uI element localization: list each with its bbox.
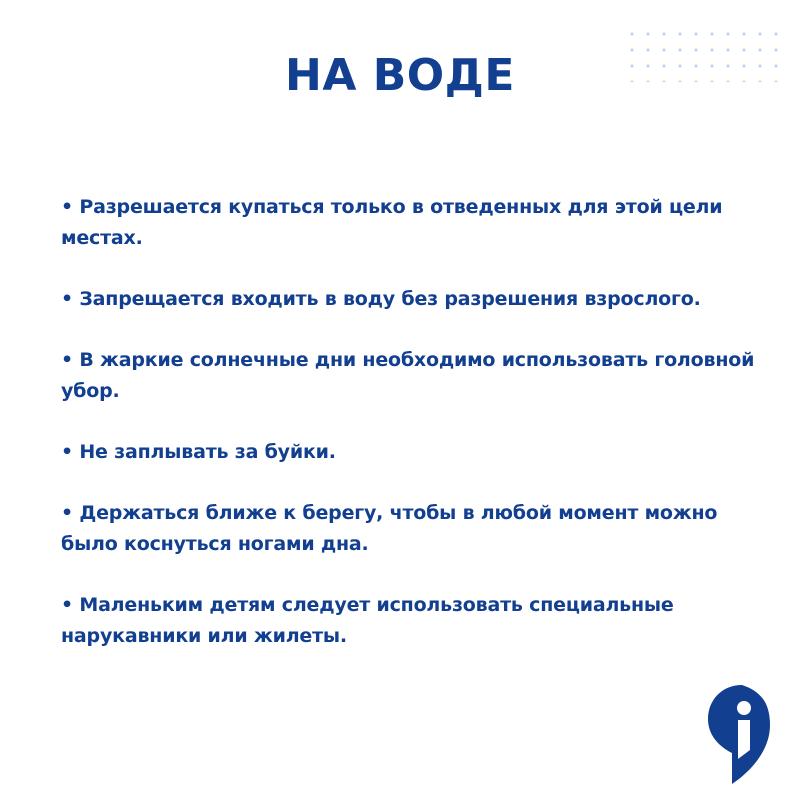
rules-list [61, 192, 766, 652]
rule-item: • Не заплывать за буйки. [61, 441, 336, 463]
info-logo-icon [704, 683, 780, 785]
rule-item: • Запрещается входить в воду без разрешения взрослого. [61, 288, 701, 310]
rule-item: • Маленьким детям следует использовать специальные нарукавники или жилеты. [61, 594, 674, 647]
page-title: НА ВОДЕ [285, 50, 515, 101]
rule-item: • Разрешается купаться только в отведенных для этой цели местах. [61, 196, 723, 249]
rule-item: • Держаться ближе к берегу, чтобы в любой момент можно было коснуться ногами дна. [61, 502, 718, 555]
rule-item: • В жаркие солнечные дни необходимо использовать головной убор. [61, 349, 755, 402]
